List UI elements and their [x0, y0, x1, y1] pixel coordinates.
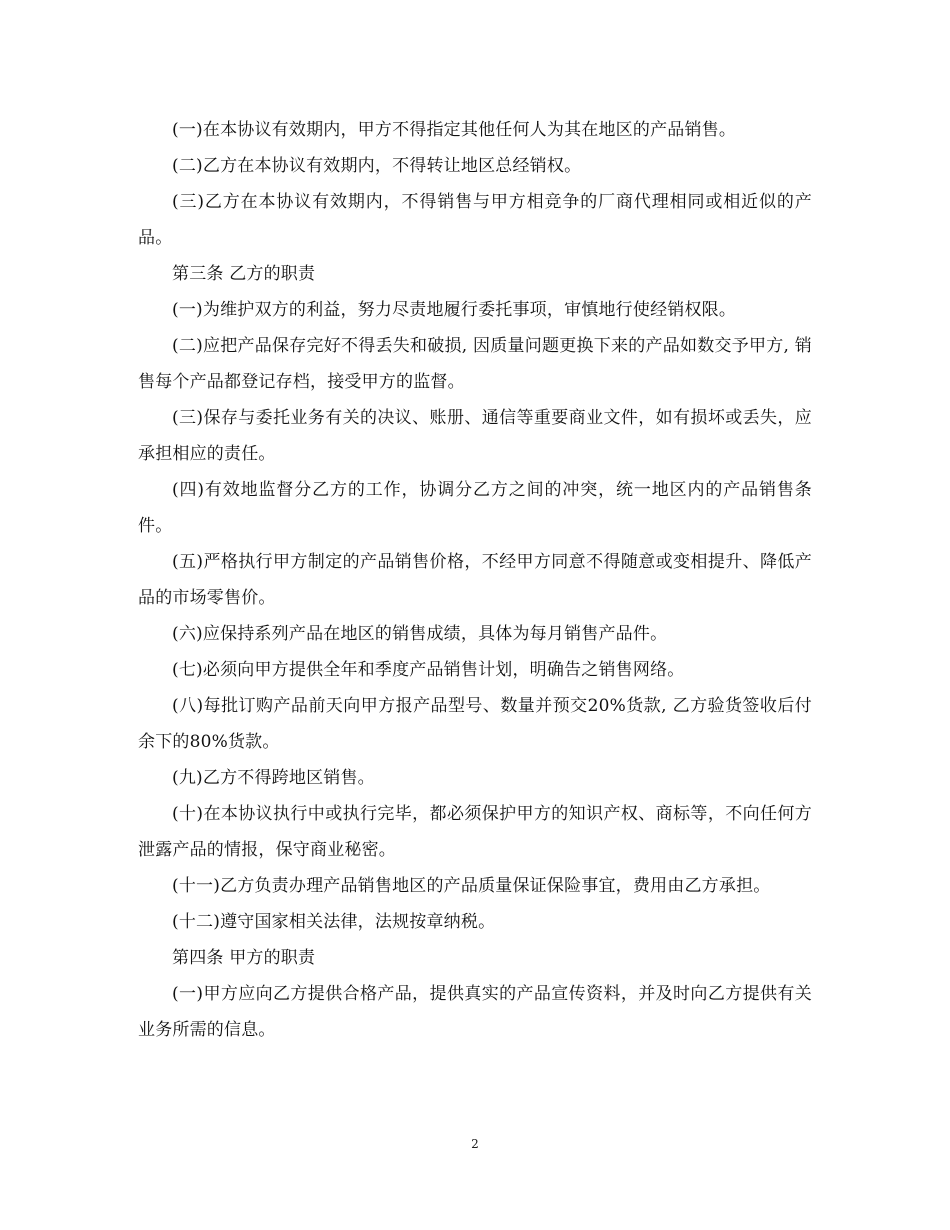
article-3-heading: 第三条 乙方的职责: [172, 264, 316, 284]
clause-1-1: (一)在本协议有效期内，甲方不得指定其他任何人为其在地区的产品销售。: [172, 120, 737, 140]
article-4-heading: 第四条 甲方的职责: [172, 948, 316, 968]
article-3-item-1: (一)为维护双方的利益，努力尽责地履行委托事项，审慎地行使经销权限。: [172, 300, 737, 320]
article-3-item-4: (四)有效地监督分乙方的工作，协调分乙方之间的冲突，统一地区内的产品销售条件。: [138, 480, 812, 536]
clause-1-2: (二)乙方在本协议有效期内，不得转让地区总经销权。: [172, 156, 582, 176]
clause-1-3: (三)乙方在本协议有效期内，不得销售与甲方相竞争的厂商代理相同或相近似的产品。: [138, 192, 812, 248]
article-3-item-9: (九)乙方不得跨地区销售。: [172, 768, 375, 788]
page-number: 2: [471, 1137, 479, 1151]
article-3-item-6: (六)应保持系列产品在地区的销售成绩，具体为每月销售产品件。: [172, 624, 668, 644]
article-4-item-1: (一)甲方应向乙方提供合格产品，提供真实的产品宣传资料，并及时向乙方提供有关业务所需的信息。: [138, 984, 812, 1040]
article-3-item-11: (十一)乙方负责办理产品销售地区的产品质量保证保险事宜，费用由乙方承担。: [172, 876, 771, 896]
article-3-item-5: (五)严格执行甲方制定的产品销售价格，不经甲方同意不得随意或变相提升、降低产品的市场零售价。: [138, 552, 812, 608]
article-3-item-3: (三)保存与委托业务有关的决议、账册、通信等重要商业文件，如有损坏或丢失，应承担相应的责任。: [138, 408, 812, 464]
article-3-item-10: (十)在本协议执行中或执行完毕，都必须保护甲方的知识产权、商标等，不向任何方泄露产品的情报，保守商业秘密。: [138, 804, 812, 860]
article-3-item-2: (二)应把产品保存完好不得丢失和破损, 因质量问题更换下来的产品如数交予甲方, 销售每个产品都登记存档，接受甲方的监督。: [138, 336, 813, 392]
document-body: [138, 112, 812, 1048]
article-3-item-8: (八)每批订购产品前天向甲方报产品型号、数量并预交20%货款, 乙方验货签收后付余下的80%货款。: [138, 696, 812, 752]
article-3-item-12: (十二)遵守国家相关法律，法规按章纳税。: [172, 912, 496, 932]
article-3-item-7: (七)必须向甲方提供全年和季度产品销售计划，明确告之销售网络。: [172, 660, 685, 680]
